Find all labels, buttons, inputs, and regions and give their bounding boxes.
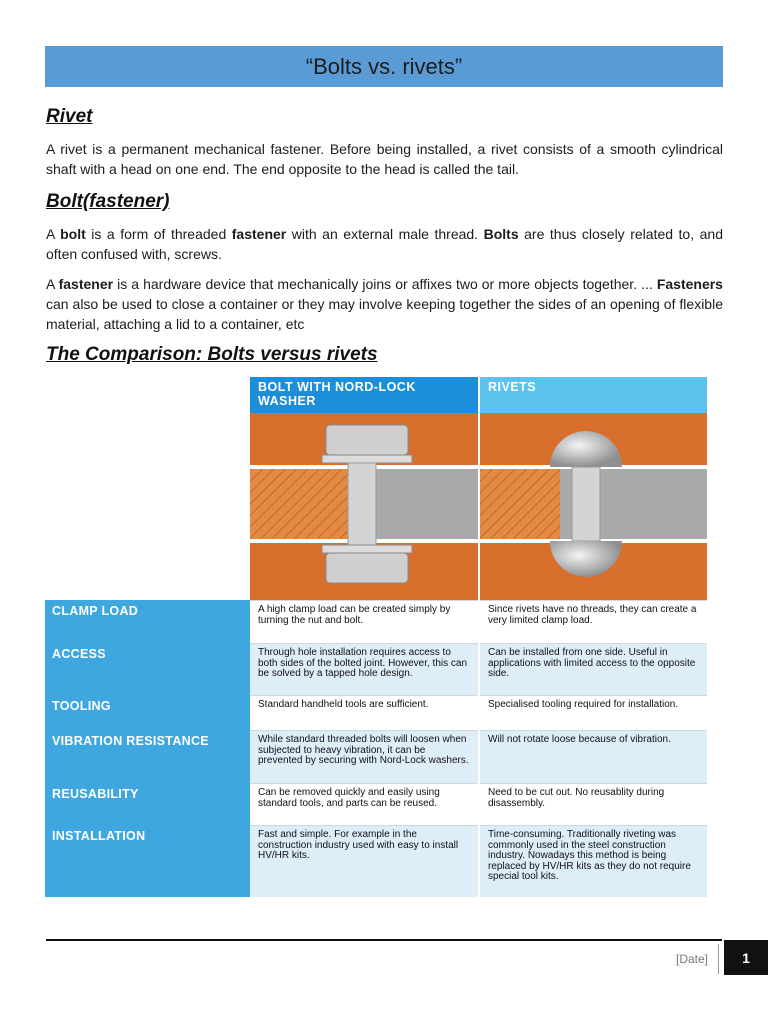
footer-date: [Date] (676, 952, 709, 966)
row-label-vibration-resistance: VIBRATION RESISTANCE (45, 730, 250, 783)
nut (326, 553, 408, 583)
bolt-cell-tooling: Standard handheld tools are sufficient. (250, 695, 478, 730)
washer-top (322, 455, 412, 463)
page-title: “Bolts vs. rivets” (305, 53, 463, 79)
text-run: are thus closely related to, and often confused with, screws. (46, 226, 723, 262)
bolt-cell-clamp-load: A high clamp load can be created simply by turning the nut and bolt. (250, 600, 478, 643)
bold-term: Fasteners (656, 276, 723, 292)
row-label-installation: INSTALLATION (45, 825, 250, 897)
bold-term: Bolts (483, 226, 519, 242)
rivet-diagram (480, 413, 707, 600)
bolt-cell-installation: Fast and simple. For example in the construction industry used with easy to install HV/HR kits. (250, 825, 478, 897)
rivet-cell-clamp-load: Since rivets have no threads, they can create a very limited clamp load. (480, 600, 707, 643)
bolt-shaft (348, 463, 376, 545)
bold-term: bolt (60, 226, 86, 242)
footer-separator (718, 944, 719, 974)
bold-term: fastener (231, 226, 287, 242)
text-run: is a form of threaded (85, 226, 232, 242)
rivet-paragraph: A rivet is a permanent mechanical fastener. Before being installed, a rivet consists of a smooth cylindrical shaft with a head on one end. The end opposite to the head is called the tail. (46, 141, 723, 177)
rivet-head (550, 431, 622, 467)
bolt-heading: Bolt(fastener) (46, 191, 170, 212)
bolt-paragraph-2 (46, 274, 723, 334)
bolt-cell-reusability: Can be removed quickly and easily using standard tools, and parts can be reused. (250, 783, 478, 825)
rivet-illustration (480, 413, 707, 600)
row-label-reusability: REUSABILITY (45, 783, 250, 825)
rivet-tail (550, 541, 622, 577)
rivet-cell-tooling: Specialised tooling required for installation. (480, 695, 707, 730)
bolt-cell-access: Through hole installation requires access to both sides of the bolted joint. However, this can be solved by a tapped hole design. (250, 643, 478, 695)
rivet-cell-access: Can be installed from one side. Useful in applications with limited access to the opposite side. (480, 643, 707, 695)
bolt-paragraph-1 (46, 224, 723, 264)
title-bar (45, 46, 723, 87)
washer-bottom (322, 545, 412, 553)
row-label-clamp-load: CLAMP LOAD (45, 600, 250, 643)
rivet-shank (572, 467, 600, 541)
row-label-tooling: TOOLING (45, 695, 250, 730)
text-run: A (46, 276, 59, 292)
footer-divider (46, 939, 722, 941)
page-number: 1 (724, 940, 768, 975)
steel-plate (368, 469, 478, 539)
hatched-plate (480, 469, 560, 539)
rivet-cell-vibration-resistance: Will not rotate loose because of vibration. (480, 730, 707, 783)
bolt-cell-vibration-resistance: While standard threaded bolts will loosen when subjected to heavy vibration, it can be prevented by securing with Nord-Lock washers. (250, 730, 478, 783)
text-run: A (46, 226, 61, 242)
rivet-column-header: RIVETS (480, 377, 707, 413)
comparison-heading: The Comparison: Bolts versus rivets (46, 344, 378, 365)
rivet-cell-reusability: Need to be cut out. No reusablity during disassembly. (480, 783, 707, 825)
row-label-access: ACCESS (45, 643, 250, 695)
bold-term: fastener (58, 276, 114, 292)
text-run: can also be used to close a container or they may involve keeping together the sides of an opening of flexible material, attaching a lid to a container, etc (46, 296, 723, 332)
bolt-diagram (250, 413, 478, 600)
bolt-illustration (250, 413, 478, 600)
bolt-column-header: BOLT WITH NORD-LOCK WASHER (250, 377, 478, 413)
text-run: is a hardware device that mechanically joins or affixes two or more objects together. ... (113, 276, 657, 292)
bolt-head (326, 425, 408, 455)
comparison-figure (45, 377, 707, 897)
rivet-heading: Rivet (46, 106, 93, 127)
text-run: with an external male thread. (286, 226, 484, 242)
rivet-cell-installation: Time-consuming. Traditionally riveting was commonly used in the steel construction industry. Nowadays this method is being replaced by HV/HR kits as they do not require special tool kits. (480, 825, 707, 897)
